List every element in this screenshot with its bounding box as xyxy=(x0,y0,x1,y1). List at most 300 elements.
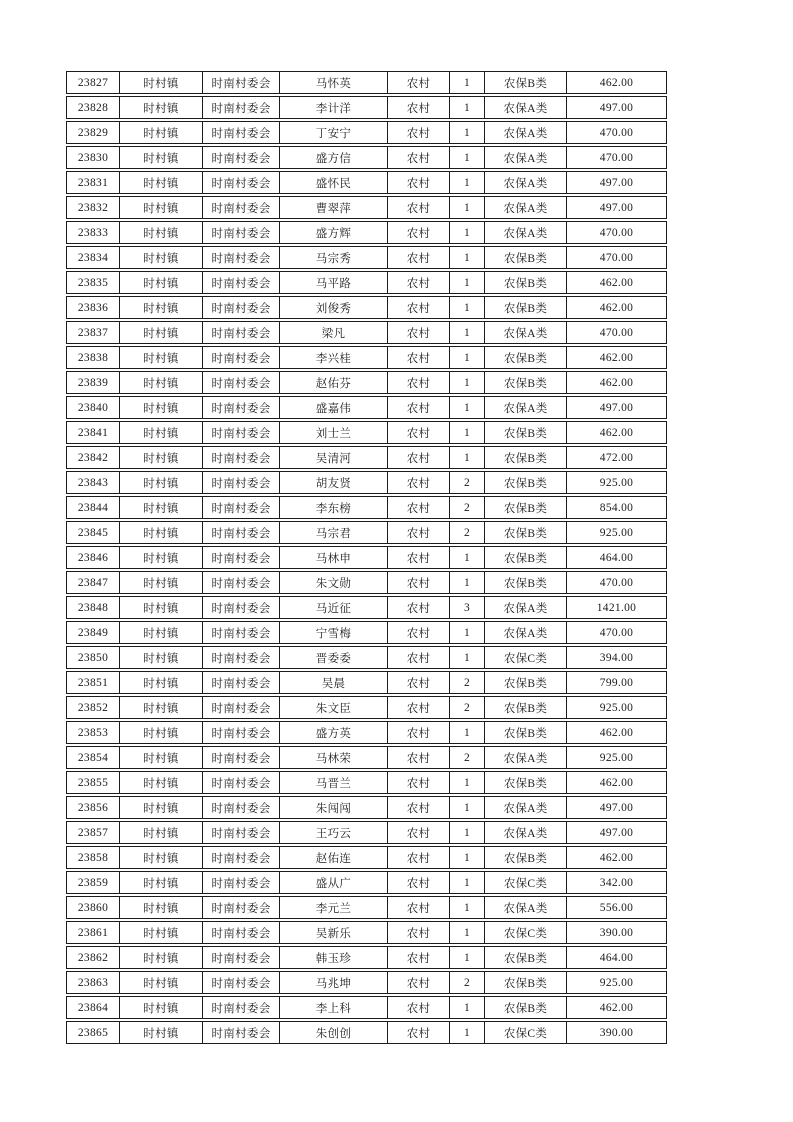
cell-amount: 462.00 xyxy=(599,376,634,389)
cell-village-committee: 时南村委会 xyxy=(203,922,280,943)
cell-insurance-category: 农保B类 xyxy=(485,72,567,93)
cell-village-committee: 时南村委会 xyxy=(203,272,280,293)
cell-village-committee: 时南村委会 xyxy=(203,472,280,493)
cell-amount: 497.00 xyxy=(599,176,634,189)
cell-town: 时村镇 xyxy=(120,322,203,343)
cell-amount: 462.00 xyxy=(599,1001,634,1014)
cell-town: 时村镇 xyxy=(120,522,203,543)
cell-town: 时村镇 xyxy=(120,797,203,818)
cell-person-name: 盛方信 xyxy=(280,147,388,168)
cell-insurance-category: 农保B类 xyxy=(485,572,567,593)
cell-residence-type: 农村 xyxy=(388,772,450,793)
cell-person-name: 马宗君 xyxy=(280,522,388,543)
cell-town: 时村镇 xyxy=(120,997,203,1018)
cell-person-name: 马平路 xyxy=(280,272,388,293)
table-row xyxy=(66,96,667,119)
cell-residence-type: 农村 xyxy=(388,172,450,193)
cell-record-id: 23830 xyxy=(67,147,120,168)
cell-town: 时村镇 xyxy=(120,672,203,693)
cell-record-id: 23841 xyxy=(67,422,120,443)
cell-village-committee: 时南村委会 xyxy=(203,322,280,343)
cell-town: 时村镇 xyxy=(120,472,203,493)
cell-insurance-category: 农保B类 xyxy=(485,297,567,318)
cell-village-committee: 时南村委会 xyxy=(203,422,280,443)
cell-amount: 497.00 xyxy=(599,826,634,839)
cell-record-id: 23827 xyxy=(67,72,120,93)
cell-residence-type: 农村 xyxy=(388,347,450,368)
table-row xyxy=(66,296,667,319)
cell-residence-type: 农村 xyxy=(388,697,450,718)
cell-record-id: 23855 xyxy=(67,772,120,793)
cell-person-name: 刘俊秀 xyxy=(280,297,388,318)
table-row xyxy=(66,996,667,1019)
cell-amount: 497.00 xyxy=(599,401,634,414)
cell-person-name: 吴清河 xyxy=(280,447,388,468)
cell-town: 时村镇 xyxy=(120,897,203,918)
cell-person-count: 1 xyxy=(450,622,485,643)
cell-record-id: 23834 xyxy=(67,247,120,268)
cell-insurance-category: 农保C类 xyxy=(485,647,567,668)
table-row xyxy=(66,171,667,194)
cell-village-committee: 时南村委会 xyxy=(203,497,280,518)
cell-insurance-category: 农保A类 xyxy=(485,747,567,768)
cell-person-count: 1 xyxy=(450,922,485,943)
cell-person-name: 朱创创 xyxy=(280,1022,388,1043)
cell-amount: 462.00 xyxy=(599,851,634,864)
cell-town: 时村镇 xyxy=(120,847,203,868)
cell-person-count: 1 xyxy=(450,147,485,168)
cell-person-name: 马宗秀 xyxy=(280,247,388,268)
cell-person-name: 盛嘉伟 xyxy=(280,397,388,418)
cell-amount: 464.00 xyxy=(599,951,634,964)
table-row xyxy=(66,896,667,919)
cell-person-count: 1 xyxy=(450,647,485,668)
cell-village-committee: 时南村委会 xyxy=(203,597,280,618)
table-row xyxy=(66,71,667,94)
cell-person-count: 1 xyxy=(450,897,485,918)
cell-village-committee: 时南村委会 xyxy=(203,72,280,93)
cell-insurance-category: 农保B类 xyxy=(485,772,567,793)
cell-amount: 470.00 xyxy=(599,226,634,239)
table-row xyxy=(66,796,667,819)
cell-residence-type: 农村 xyxy=(388,397,450,418)
cell-insurance-category: 农保A类 xyxy=(485,97,567,118)
cell-person-count: 1 xyxy=(450,572,485,593)
cell-amount: 472.00 xyxy=(599,451,634,464)
cell-insurance-category: 农保B类 xyxy=(485,272,567,293)
table-row xyxy=(66,871,667,894)
cell-village-committee: 时南村委会 xyxy=(203,747,280,768)
cell-record-id: 23861 xyxy=(67,922,120,943)
cell-residence-type: 农村 xyxy=(388,472,450,493)
cell-residence-type: 农村 xyxy=(388,122,450,143)
cell-residence-type: 农村 xyxy=(388,1022,450,1043)
cell-record-id: 23851 xyxy=(67,672,120,693)
cell-village-committee: 时南村委会 xyxy=(203,947,280,968)
cell-record-id: 23835 xyxy=(67,272,120,293)
cell-person-name: 朱文臣 xyxy=(280,697,388,718)
cell-town: 时村镇 xyxy=(120,197,203,218)
cell-record-id: 23847 xyxy=(67,572,120,593)
cell-record-id: 23838 xyxy=(67,347,120,368)
cell-person-count: 1 xyxy=(450,797,485,818)
cell-town: 时村镇 xyxy=(120,772,203,793)
cell-insurance-category: 农保B类 xyxy=(485,697,567,718)
cell-residence-type: 农村 xyxy=(388,822,450,843)
cell-record-id: 23831 xyxy=(67,172,120,193)
cell-person-count: 1 xyxy=(450,1022,485,1043)
cell-insurance-category: 农保B类 xyxy=(485,472,567,493)
cell-person-name: 刘士兰 xyxy=(280,422,388,443)
cell-residence-type: 农村 xyxy=(388,572,450,593)
cell-person-name: 韩玉珍 xyxy=(280,947,388,968)
cell-person-name: 朱闯闯 xyxy=(280,797,388,818)
cell-town: 时村镇 xyxy=(120,447,203,468)
cell-insurance-category: 农保C类 xyxy=(485,872,567,893)
cell-village-committee: 时南村委会 xyxy=(203,622,280,643)
cell-residence-type: 农村 xyxy=(388,647,450,668)
cell-person-name: 马怀英 xyxy=(280,72,388,93)
cell-person-name: 吴晨 xyxy=(280,672,388,693)
cell-record-id: 23839 xyxy=(67,372,120,393)
cell-insurance-category: 农保B类 xyxy=(485,722,567,743)
cell-amount: 462.00 xyxy=(599,351,634,364)
cell-record-id: 23833 xyxy=(67,222,120,243)
cell-person-count: 1 xyxy=(450,772,485,793)
table-row xyxy=(66,446,667,469)
table-row xyxy=(66,621,667,644)
cell-record-id: 23846 xyxy=(67,547,120,568)
cell-person-name: 盛怀民 xyxy=(280,172,388,193)
cell-person-count: 1 xyxy=(450,197,485,218)
table-row xyxy=(66,971,667,994)
cell-person-count: 1 xyxy=(450,397,485,418)
cell-residence-type: 农村 xyxy=(388,97,450,118)
cell-person-name: 吴新乐 xyxy=(280,922,388,943)
cell-residence-type: 农村 xyxy=(388,972,450,993)
cell-residence-type: 农村 xyxy=(388,872,450,893)
cell-person-name: 马兆坤 xyxy=(280,972,388,993)
cell-insurance-category: 农保A类 xyxy=(485,797,567,818)
cell-record-id: 23850 xyxy=(67,647,120,668)
cell-residence-type: 农村 xyxy=(388,497,450,518)
cell-insurance-category: 农保B类 xyxy=(485,672,567,693)
cell-amount: 925.00 xyxy=(599,701,634,714)
cell-amount: 470.00 xyxy=(599,576,634,589)
cell-town: 时村镇 xyxy=(120,547,203,568)
cell-village-committee: 时南村委会 xyxy=(203,672,280,693)
cell-record-id: 23842 xyxy=(67,447,120,468)
cell-residence-type: 农村 xyxy=(388,447,450,468)
table-row xyxy=(66,921,667,944)
cell-record-id: 23864 xyxy=(67,997,120,1018)
cell-person-name: 盛方辉 xyxy=(280,222,388,243)
cell-insurance-category: 农保B类 xyxy=(485,847,567,868)
cell-record-id: 23843 xyxy=(67,472,120,493)
cell-village-committee: 时南村委会 xyxy=(203,547,280,568)
table-row xyxy=(66,596,667,619)
cell-person-name: 马晋兰 xyxy=(280,772,388,793)
cell-insurance-category: 农保B类 xyxy=(485,447,567,468)
cell-village-committee: 时南村委会 xyxy=(203,797,280,818)
cell-town: 时村镇 xyxy=(120,822,203,843)
cell-residence-type: 农村 xyxy=(388,522,450,543)
cell-record-id: 23863 xyxy=(67,972,120,993)
cell-insurance-category: 农保A类 xyxy=(485,597,567,618)
cell-person-name: 朱文勋 xyxy=(280,572,388,593)
cell-village-committee: 时南村委会 xyxy=(203,872,280,893)
cell-person-count: 1 xyxy=(450,997,485,1018)
cell-village-committee: 时南村委会 xyxy=(203,447,280,468)
cell-person-name: 赵佑连 xyxy=(280,847,388,868)
cell-amount: 390.00 xyxy=(599,926,634,939)
table-row xyxy=(66,121,667,144)
cell-village-committee: 时南村委会 xyxy=(203,297,280,318)
cell-village-committee: 时南村委会 xyxy=(203,247,280,268)
cell-person-name: 马林申 xyxy=(280,547,388,568)
cell-residence-type: 农村 xyxy=(388,272,450,293)
cell-residence-type: 农村 xyxy=(388,422,450,443)
cell-person-count: 1 xyxy=(450,247,485,268)
cell-insurance-category: 农保B类 xyxy=(485,997,567,1018)
cell-insurance-category: 农保A类 xyxy=(485,897,567,918)
table-row xyxy=(66,346,667,369)
table-row xyxy=(66,571,667,594)
cell-insurance-category: 农保B类 xyxy=(485,372,567,393)
cell-town: 时村镇 xyxy=(120,622,203,643)
cell-person-name: 盛从广 xyxy=(280,872,388,893)
table-row xyxy=(66,196,667,219)
cell-residence-type: 农村 xyxy=(388,922,450,943)
cell-town: 时村镇 xyxy=(120,222,203,243)
cell-village-committee: 时南村委会 xyxy=(203,147,280,168)
cell-record-id: 23856 xyxy=(67,797,120,818)
table-row xyxy=(66,396,667,419)
cell-record-id: 23832 xyxy=(67,197,120,218)
cell-record-id: 23858 xyxy=(67,847,120,868)
cell-person-name: 马林荣 xyxy=(280,747,388,768)
cell-person-count: 2 xyxy=(450,747,485,768)
cell-village-committee: 时南村委会 xyxy=(203,197,280,218)
cell-village-committee: 时南村委会 xyxy=(203,347,280,368)
cell-village-committee: 时南村委会 xyxy=(203,697,280,718)
cell-person-count: 1 xyxy=(450,72,485,93)
cell-residence-type: 农村 xyxy=(388,622,450,643)
cell-amount: 497.00 xyxy=(599,201,634,214)
cell-residence-type: 农村 xyxy=(388,597,450,618)
cell-amount: 799.00 xyxy=(599,676,634,689)
cell-amount: 464.00 xyxy=(599,551,634,564)
cell-person-name: 盛方英 xyxy=(280,722,388,743)
cell-town: 时村镇 xyxy=(120,422,203,443)
pension-table xyxy=(66,71,667,1046)
cell-insurance-category: 农保B类 xyxy=(485,497,567,518)
cell-insurance-category: 农保B类 xyxy=(485,947,567,968)
cell-amount: 342.00 xyxy=(599,876,634,889)
table-row xyxy=(66,321,667,344)
cell-town: 时村镇 xyxy=(120,697,203,718)
cell-town: 时村镇 xyxy=(120,597,203,618)
cell-person-name: 李计洋 xyxy=(280,97,388,118)
cell-record-id: 23848 xyxy=(67,597,120,618)
cell-record-id: 23859 xyxy=(67,872,120,893)
cell-person-count: 2 xyxy=(450,672,485,693)
table-row xyxy=(66,946,667,969)
cell-town: 时村镇 xyxy=(120,347,203,368)
cell-residence-type: 农村 xyxy=(388,547,450,568)
cell-person-count: 1 xyxy=(450,947,485,968)
cell-town: 时村镇 xyxy=(120,497,203,518)
table-row xyxy=(66,746,667,769)
cell-town: 时村镇 xyxy=(120,922,203,943)
cell-record-id: 23862 xyxy=(67,947,120,968)
cell-person-count: 1 xyxy=(450,272,485,293)
cell-record-id: 23865 xyxy=(67,1022,120,1043)
cell-person-count: 2 xyxy=(450,522,485,543)
cell-person-count: 2 xyxy=(450,972,485,993)
table-row xyxy=(66,421,667,444)
cell-person-count: 1 xyxy=(450,122,485,143)
cell-record-id: 23853 xyxy=(67,722,120,743)
cell-amount: 925.00 xyxy=(599,976,634,989)
cell-village-committee: 时南村委会 xyxy=(203,722,280,743)
cell-person-count: 1 xyxy=(450,372,485,393)
cell-village-committee: 时南村委会 xyxy=(203,822,280,843)
cell-amount: 462.00 xyxy=(599,301,634,314)
cell-residence-type: 农村 xyxy=(388,672,450,693)
cell-record-id: 23828 xyxy=(67,97,120,118)
cell-residence-type: 农村 xyxy=(388,197,450,218)
cell-town: 时村镇 xyxy=(120,372,203,393)
cell-residence-type: 农村 xyxy=(388,897,450,918)
table-row xyxy=(66,496,667,519)
cell-person-name: 曹翠萍 xyxy=(280,197,388,218)
cell-person-name: 李兴桂 xyxy=(280,347,388,368)
table-row xyxy=(66,271,667,294)
cell-town: 时村镇 xyxy=(120,97,203,118)
cell-amount: 394.00 xyxy=(599,651,634,664)
cell-record-id: 23860 xyxy=(67,897,120,918)
cell-amount: 470.00 xyxy=(599,251,634,264)
cell-insurance-category: 农保A类 xyxy=(485,147,567,168)
table-row xyxy=(66,246,667,269)
cell-record-id: 23829 xyxy=(67,122,120,143)
cell-town: 时村镇 xyxy=(120,172,203,193)
cell-person-count: 1 xyxy=(450,222,485,243)
cell-person-count: 2 xyxy=(450,697,485,718)
cell-insurance-category: 农保B类 xyxy=(485,972,567,993)
cell-record-id: 23836 xyxy=(67,297,120,318)
cell-person-count: 1 xyxy=(450,347,485,368)
table-row xyxy=(66,846,667,869)
cell-person-name: 梁凡 xyxy=(280,322,388,343)
cell-town: 时村镇 xyxy=(120,947,203,968)
cell-insurance-category: 农保B类 xyxy=(485,347,567,368)
table-row xyxy=(66,671,667,694)
cell-insurance-category: 农保B类 xyxy=(485,522,567,543)
table-row xyxy=(66,821,667,844)
cell-village-committee: 时南村委会 xyxy=(203,222,280,243)
table-row xyxy=(66,221,667,244)
cell-insurance-category: 农保A类 xyxy=(485,397,567,418)
cell-village-committee: 时南村委会 xyxy=(203,397,280,418)
cell-village-committee: 时南村委会 xyxy=(203,1022,280,1043)
cell-person-name: 李东榜 xyxy=(280,497,388,518)
table-row xyxy=(66,546,667,569)
cell-village-committee: 时南村委会 xyxy=(203,172,280,193)
cell-amount: 462.00 xyxy=(599,276,634,289)
cell-person-count: 2 xyxy=(450,497,485,518)
cell-amount: 556.00 xyxy=(599,901,634,914)
cell-residence-type: 农村 xyxy=(388,297,450,318)
cell-amount: 462.00 xyxy=(599,426,634,439)
cell-person-name: 马近征 xyxy=(280,597,388,618)
cell-person-count: 1 xyxy=(450,322,485,343)
cell-record-id: 23844 xyxy=(67,497,120,518)
cell-insurance-category: 农保A类 xyxy=(485,822,567,843)
cell-person-count: 1 xyxy=(450,547,485,568)
cell-village-committee: 时南村委会 xyxy=(203,97,280,118)
cell-person-count: 1 xyxy=(450,872,485,893)
table-row xyxy=(66,646,667,669)
cell-residence-type: 农村 xyxy=(388,947,450,968)
table-row xyxy=(66,521,667,544)
cell-residence-type: 农村 xyxy=(388,372,450,393)
cell-town: 时村镇 xyxy=(120,397,203,418)
cell-record-id: 23857 xyxy=(67,822,120,843)
cell-person-count: 1 xyxy=(450,422,485,443)
cell-town: 时村镇 xyxy=(120,1022,203,1043)
cell-record-id: 23854 xyxy=(67,747,120,768)
cell-amount: 462.00 xyxy=(599,76,634,89)
cell-record-id: 23837 xyxy=(67,322,120,343)
cell-residence-type: 农村 xyxy=(388,797,450,818)
cell-person-count: 2 xyxy=(450,472,485,493)
cell-person-name: 宁雪梅 xyxy=(280,622,388,643)
cell-insurance-category: 农保A类 xyxy=(485,222,567,243)
cell-village-committee: 时南村委会 xyxy=(203,572,280,593)
cell-residence-type: 农村 xyxy=(388,997,450,1018)
cell-insurance-category: 农保B类 xyxy=(485,547,567,568)
cell-person-count: 1 xyxy=(450,297,485,318)
cell-person-name: 赵佑芬 xyxy=(280,372,388,393)
table-row xyxy=(66,771,667,794)
cell-amount: 925.00 xyxy=(599,526,634,539)
cell-amount: 925.00 xyxy=(599,751,634,764)
table-row xyxy=(66,371,667,394)
cell-town: 时村镇 xyxy=(120,747,203,768)
cell-residence-type: 农村 xyxy=(388,247,450,268)
cell-residence-type: 农村 xyxy=(388,72,450,93)
cell-town: 时村镇 xyxy=(120,722,203,743)
cell-person-name: 李元兰 xyxy=(280,897,388,918)
table-row xyxy=(66,696,667,719)
cell-town: 时村镇 xyxy=(120,147,203,168)
cell-town: 时村镇 xyxy=(120,572,203,593)
cell-person-count: 1 xyxy=(450,97,485,118)
table-row xyxy=(66,146,667,169)
cell-insurance-category: 农保A类 xyxy=(485,122,567,143)
cell-amount: 925.00 xyxy=(599,476,634,489)
cell-insurance-category: 农保C类 xyxy=(485,1022,567,1043)
table-row xyxy=(66,471,667,494)
cell-village-committee: 时南村委会 xyxy=(203,122,280,143)
cell-village-committee: 时南村委会 xyxy=(203,522,280,543)
cell-residence-type: 农村 xyxy=(388,222,450,243)
cell-village-committee: 时南村委会 xyxy=(203,972,280,993)
cell-town: 时村镇 xyxy=(120,972,203,993)
cell-amount: 462.00 xyxy=(599,726,634,739)
